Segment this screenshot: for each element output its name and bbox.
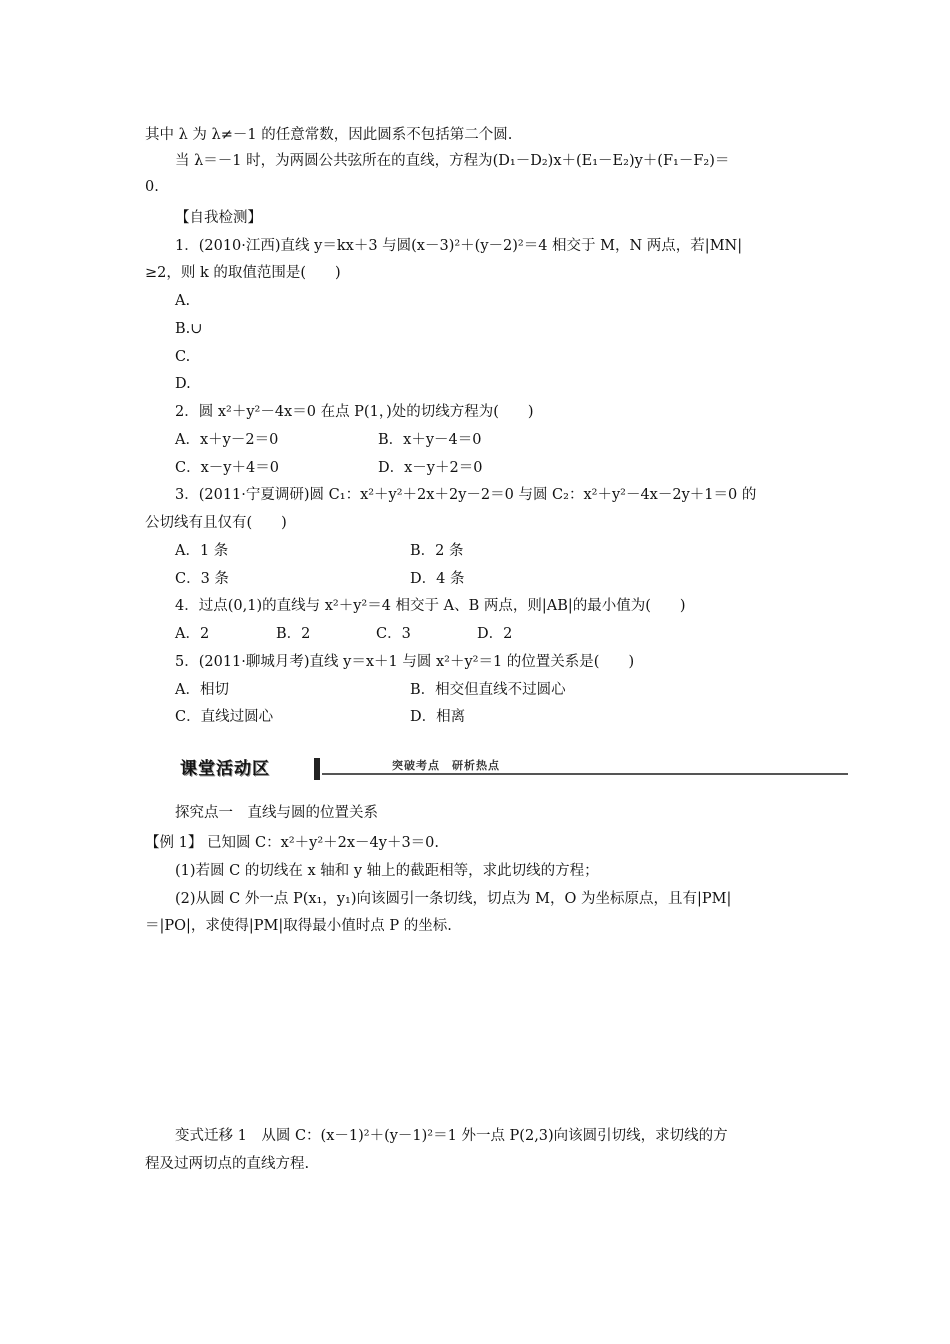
option: A. [175,293,191,309]
banner-subtitle: 突破考点 研析热点 [392,759,500,772]
option: C．3 条 [175,571,229,587]
example-1-part-1: (1)若圆 C 的切线在 x 轴和 y 轴上的截距相等，求此切线的方程； [175,863,599,879]
option: B．相交但直线不过圆心 [410,682,566,698]
option: A．x＋y－2＝0 [175,432,279,448]
question-3-cont: 公切线有且仅有( ) [145,515,287,531]
question-3: 3．(2011·宁夏调研)圆 C₁：x²＋y²＋2x＋2y－2＝0 与圆 C₂：x²＋y²－4x－2y＋1＝0 的 [175,487,757,503]
question-1-cont: ≥2，则 k 的取值范围是( ) [145,265,341,281]
question-4: 4．过点(0,1)的直线与 x²＋y²＝4 相交于 A、B 两点，则|AB|的最小值为( ) [175,598,686,614]
option: B．x＋y－4＝0 [378,432,482,448]
question-2: 2．圆 x²＋y²－4x＝0 在点 P(1，)处的切线方程为( ) [175,404,534,420]
option: B.∪ [175,321,203,337]
text-line: 其中 λ 为 λ≠－1 的任意常数，因此圆系不包括第二个圆. [145,127,513,143]
option: D．相离 [410,709,466,725]
option: B．2 [276,626,311,642]
example-1-part-2-cont: ＝|PO|，求使得|PM|取得最小值时点 P 的坐标. [145,918,452,934]
question-1: 1．(2010·江西)直线 y＝kx＋3 与圆(x－3)²＋(y－2)²＝4 相交于 M，N 两点，若|MN| [175,238,743,254]
option: D．x－y＋2＝0 [378,460,483,476]
option: A．1 条 [175,543,229,559]
variant-1: 变式迁移 1 从圆 C：(x－1)²＋(y－1)²＝1 外一点 P(2,3)向该圆引切线，求切线的方 [175,1128,728,1144]
section-banner [180,758,848,780]
banner-bar [314,758,320,780]
option: A．相切 [175,682,229,698]
question-5: 5．(2011·聊城月考)直线 y＝x＋1 与圆 x²＋y²＝1 的位置关系是( ) [175,654,635,670]
option: D．4 条 [410,571,465,587]
option: C．直线过圆心 [175,709,274,725]
example-1-part-2: (2)从圆 C 外一点 P(x₁，y₁)向该圆引一条切线，切点为 M，O 为坐标原点，且有|PM| [175,891,732,907]
option: C. [175,349,191,365]
option: C．3 [376,626,411,642]
option: D. [175,376,191,392]
text-line: 当 λ＝－1 时，为两圆公共弦所在的直线，方程为(D₁－D₂)x＋(E₁－E₂)y＋(F₁－F₂)＝ [175,153,730,169]
example-1: 【例 1】 已知圆 C：x²＋y²＋2x－4y＋3＝0. [145,835,440,851]
option: C．x－y＋4＝0 [175,460,279,476]
option: A．2 [175,626,210,642]
topic-heading: 探究点一 直线与圆的位置关系 [175,805,378,821]
section-heading: 【自我检测】 [175,210,262,226]
banner-title: 课堂活动区 [180,759,270,779]
text-line: 0. [145,179,159,195]
option: D．2 [477,626,513,642]
option: B．2 条 [410,543,464,559]
variant-1-cont: 程及过两切点的直线方程. [145,1156,310,1172]
